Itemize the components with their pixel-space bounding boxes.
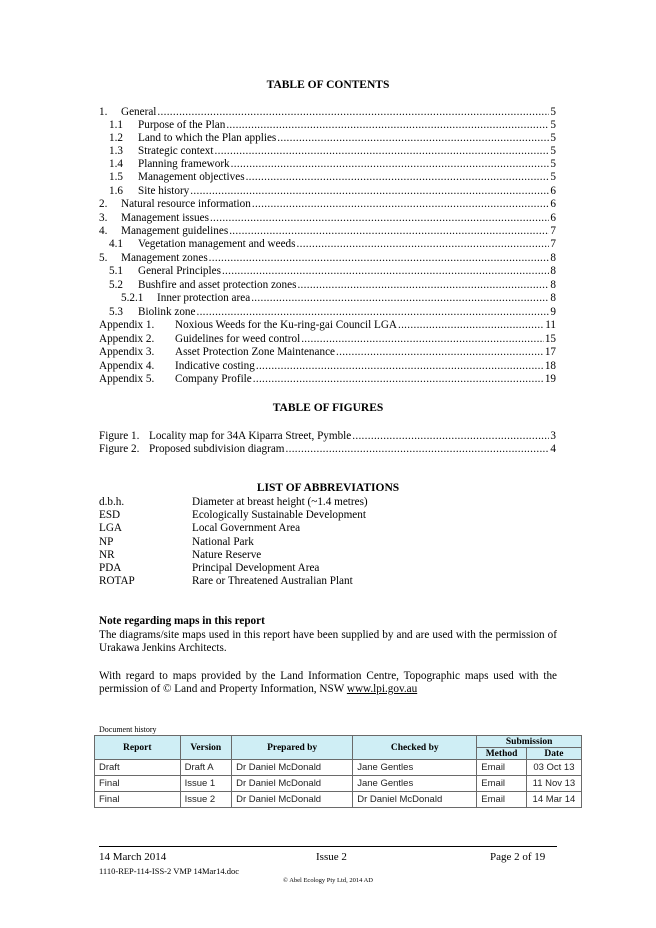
toc-leader-dots (222, 265, 549, 278)
abbreviation-meaning: Nature Reserve (192, 548, 262, 561)
footer-rule (99, 846, 557, 847)
toc-entry[interactable] (99, 279, 556, 292)
toc-leader-dots (251, 292, 549, 305)
toc-entry-title: Noxious Weeds for the Ku-ring-gai Council LGA (175, 319, 397, 331)
toc-entry-number: 1.5 (109, 171, 123, 183)
figure-entry-page: 4 (550, 443, 556, 455)
toc-entry[interactable] (99, 252, 556, 265)
abbreviation-meaning: Rare or Threatened Australian Plant (192, 575, 353, 588)
toc-entry[interactable] (99, 333, 556, 346)
toc-entry-page: 8 (550, 292, 556, 304)
abbreviations-heading: LIST OF ABBREVIATIONS (256, 482, 400, 494)
history-cell-version: Issue 2 (180, 792, 232, 808)
abbreviation-row (99, 509, 366, 522)
abbreviation-meaning: Local Government Area (192, 522, 301, 535)
toc-leader-dots (196, 306, 549, 319)
toc-entry-page: 5 (550, 132, 556, 144)
history-cell-version: Draft A (180, 760, 232, 776)
toc-entry-page: 5 (550, 158, 556, 170)
toc-entry-page: 5 (550, 171, 556, 183)
toc-entry-page: 9 (550, 306, 556, 318)
history-cell-date: 14 Mar 14 (526, 792, 581, 808)
toc-entry-number: 3. (99, 212, 108, 224)
toc-entry-number: 2. (99, 198, 108, 210)
toc-entry-page: 15 (544, 333, 556, 345)
toc-entry-number: 1.6 (109, 185, 123, 197)
toc-entry[interactable] (99, 373, 556, 386)
figure-entry-page: 3 (550, 430, 556, 442)
abbreviation-row (99, 575, 353, 588)
toc-leader-dots (336, 346, 544, 359)
toc-entry[interactable] (99, 158, 556, 171)
note-paragraph-1: The diagrams/site maps used in this report have been supplied by and are used with the permission of Urakawa Jenkins Architects. (99, 629, 557, 655)
toc-leader-dots (246, 171, 550, 184)
toc-entry[interactable] (99, 119, 556, 132)
history-row (95, 792, 582, 808)
toc-entry-title: Asset Protection Zone Maintenance (175, 346, 335, 358)
toc-entry-page: 5 (550, 119, 556, 131)
toc-entry-page: 18 (544, 360, 556, 372)
history-cell-prepared-by: Dr Daniel McDonald (232, 792, 353, 808)
abbreviation-code: d.b.h. (99, 496, 125, 508)
toc-entry[interactable] (99, 198, 556, 211)
toc-entry[interactable] (99, 106, 556, 119)
history-cell-date: 11 Nov 13 (526, 776, 581, 792)
footer-filename: 1110-REP-114-ISS-2 VMP 14Mar14.doc (99, 866, 240, 876)
toc-leader-dots (157, 106, 549, 119)
toc-entry-page: 19 (544, 373, 556, 385)
toc-entry-number: 5.2.1 (121, 292, 144, 304)
toc-entry[interactable] (99, 265, 556, 278)
toc-entry-title: Management objectives (138, 171, 245, 183)
toc-entry-number: 1.4 (109, 158, 123, 170)
toc-entry-number: 4. (99, 225, 108, 237)
history-cell-method: Email (477, 792, 527, 808)
toc-entry-page: 11 (545, 319, 556, 331)
figure-entry-title: Proposed subdivision diagram (149, 443, 285, 455)
abbreviation-row (99, 562, 319, 575)
toc-entry-title: Management zones (121, 252, 208, 264)
history-cell-prepared-by: Dr Daniel McDonald (232, 760, 353, 776)
toc-entry-title: Natural resource information (121, 198, 251, 210)
history-cell-date: 03 Oct 13 (526, 760, 581, 776)
history-cell-checked-by: Dr Daniel McDonald (353, 792, 477, 808)
toc-entry-title: Strategic context (138, 145, 214, 157)
figure-leader-dots (286, 443, 550, 456)
toc-leader-dots (297, 279, 549, 292)
toc-entry-title: Site history (138, 185, 190, 197)
toc-leader-dots (277, 132, 549, 145)
toc-entry[interactable] (99, 238, 556, 251)
toc-entry-page: 7 (550, 238, 556, 250)
toc-entry-title: Vegetation management and weeds (138, 238, 296, 250)
col-checked-by: Checked by (353, 736, 477, 760)
note-paragraph-2 (99, 670, 557, 696)
toc-entry-title: Management issues (121, 212, 209, 224)
toc-entry-number: 1. (99, 106, 108, 118)
toc-entry-number: 1.2 (109, 132, 123, 144)
history-cell-report: Final (95, 776, 181, 792)
toc-entry-title: General Principles (138, 265, 221, 277)
toc-entry[interactable] (99, 292, 556, 305)
toc-entry-page: 17 (544, 346, 556, 358)
toc-heading: TABLE OF CONTENTS (266, 79, 390, 91)
toc-entry[interactable] (99, 132, 556, 145)
toc-entry[interactable] (99, 145, 556, 158)
figure-entry[interactable] (99, 430, 556, 443)
toc-entry-page: 8 (550, 279, 556, 291)
col-prepared-by: Prepared by (232, 736, 353, 760)
history-cell-report: Final (95, 792, 181, 808)
col-method: Method (477, 748, 527, 760)
toc-entry[interactable] (99, 212, 556, 225)
abbreviation-code: LGA (99, 522, 122, 535)
abbreviation-code: PDA (99, 562, 122, 574)
abbreviation-row (99, 496, 368, 509)
toc-leader-dots (256, 360, 544, 373)
abbreviation-code: NR (99, 548, 115, 561)
toc-entry[interactable] (99, 319, 556, 332)
toc-entry-title: Guidelines for weed control (175, 333, 301, 345)
toc-entry-title: Inner protection area (157, 292, 251, 304)
col-submission: Submission (477, 736, 582, 748)
figure-entry[interactable] (99, 443, 556, 456)
toc-entry-page: 6 (550, 212, 556, 224)
history-row (95, 776, 582, 792)
toc-entry-page: 8 (550, 265, 556, 277)
col-date: Date (526, 748, 581, 760)
abbreviation-row (99, 522, 300, 535)
col-version: Version (180, 736, 232, 760)
toc-entry-number: 4.1 (109, 238, 123, 250)
toc-entry[interactable] (99, 225, 556, 238)
toc-entry-number: Appendix 5. (99, 373, 155, 385)
toc-leader-dots (190, 185, 549, 198)
document-history-label: Document history (99, 725, 157, 734)
history-cell-checked-by: Jane Gentles (353, 776, 477, 792)
toc-entry-title: Bushfire and asset protection zones (138, 279, 297, 291)
note-paragraph-2-text: With regard to maps provided by the Land Information Centre, Topographic maps used with the permission of © Land and Property Information, NSW (99, 670, 557, 696)
toc-entry[interactable] (99, 346, 556, 359)
toc-entry-page: 5 (550, 106, 556, 118)
toc-leader-dots (229, 225, 549, 238)
figure-leader-dots (352, 430, 549, 443)
toc-entry-title: General (121, 106, 157, 118)
footer-date: 14 March 2014 (99, 851, 167, 863)
toc-entry-title: Management guidelines (121, 225, 229, 237)
toc-entry-page: 7 (550, 225, 556, 237)
history-cell-method: Email (477, 760, 527, 776)
abbreviation-meaning: Diameter at breast height (~1.4 metres) (192, 496, 368, 508)
abbreviation-row (99, 536, 254, 549)
abbreviation-code: NP (99, 535, 114, 548)
abbreviation-code: ROTAP (99, 575, 135, 588)
toc-leader-dots (252, 198, 550, 211)
abbreviation-code: ESD (99, 509, 121, 522)
toc-entry-page: 5 (550, 145, 556, 157)
toc-leader-dots (253, 373, 544, 386)
toc-entry[interactable] (99, 306, 556, 319)
toc-entry-number: 1.3 (109, 145, 123, 157)
figures-heading: TABLE OF FIGURES (272, 402, 384, 414)
footer-copyright: © Abel Ecology Pty Ltd, 2014 AD (283, 877, 373, 884)
toc-entry-number: 5.3 (109, 306, 123, 318)
toc-entry-title: Purpose of the Plan (138, 119, 226, 131)
document-history-body (95, 760, 582, 808)
abbreviation-row (99, 549, 261, 562)
lpi-link[interactable]: www.lpi.gov.au (346, 683, 418, 696)
toc-entry-number: 5.1 (109, 265, 123, 277)
toc-entry-page: 8 (550, 252, 556, 264)
toc-entry-page: 6 (550, 198, 556, 210)
toc-entry-number: Appendix 3. (99, 346, 155, 358)
footer-page: Page 2 of 19 (490, 851, 546, 863)
toc-entry-page: 6 (550, 185, 556, 197)
toc-entry-title: Indicative costing (175, 360, 255, 372)
history-cell-checked-by: Jane Gentles (353, 760, 477, 776)
history-row (95, 760, 582, 776)
history-cell-report: Draft (95, 760, 181, 776)
figure-entry-number: Figure 1. (99, 430, 140, 442)
toc-entry-number: 1.1 (109, 119, 123, 131)
toc-entry-number: Appendix 1. (99, 319, 155, 331)
toc-leader-dots (210, 212, 549, 225)
toc-leader-dots (398, 319, 544, 332)
toc-entry-number: Appendix 4. (99, 360, 155, 372)
toc-entry-number: Appendix 2. (99, 333, 155, 345)
toc-entry-title: Biolink zone (138, 306, 196, 318)
document-history-table (94, 735, 582, 808)
history-cell-prepared-by: Dr Daniel McDonald (232, 776, 353, 792)
toc-entry-title: Planning framework (138, 158, 230, 170)
footer-issue: Issue 2 (316, 851, 347, 863)
toc-entry-number: 5. (99, 252, 108, 264)
toc-leader-dots (297, 238, 550, 251)
toc-entry-number: 5.2 (109, 279, 123, 291)
toc-entry-title: Land to which the Plan applies (138, 132, 277, 144)
abbreviation-meaning: National Park (192, 535, 254, 548)
history-cell-method: Email (477, 776, 527, 792)
abbreviation-meaning: Principal Development Area (192, 562, 320, 574)
toc-leader-dots (301, 333, 544, 346)
history-cell-version: Issue 1 (180, 776, 232, 792)
toc-entry[interactable] (99, 171, 556, 184)
toc-entry-title: Company Profile (175, 373, 252, 385)
toc-leader-dots (209, 252, 550, 265)
col-report: Report (95, 736, 181, 760)
figure-entry-title: Locality map for 34A Kiparra Street, Pymble (149, 430, 352, 442)
figure-entry-number: Figure 2. (99, 443, 140, 455)
toc-leader-dots (226, 119, 549, 132)
toc-entry[interactable] (99, 185, 556, 198)
toc-entry[interactable] (99, 360, 556, 373)
toc-leader-dots (215, 145, 550, 158)
abbreviation-meaning: Ecologically Sustainable Development (192, 509, 366, 522)
toc-leader-dots (231, 158, 550, 171)
note-heading: Note regarding maps in this report (99, 615, 265, 627)
